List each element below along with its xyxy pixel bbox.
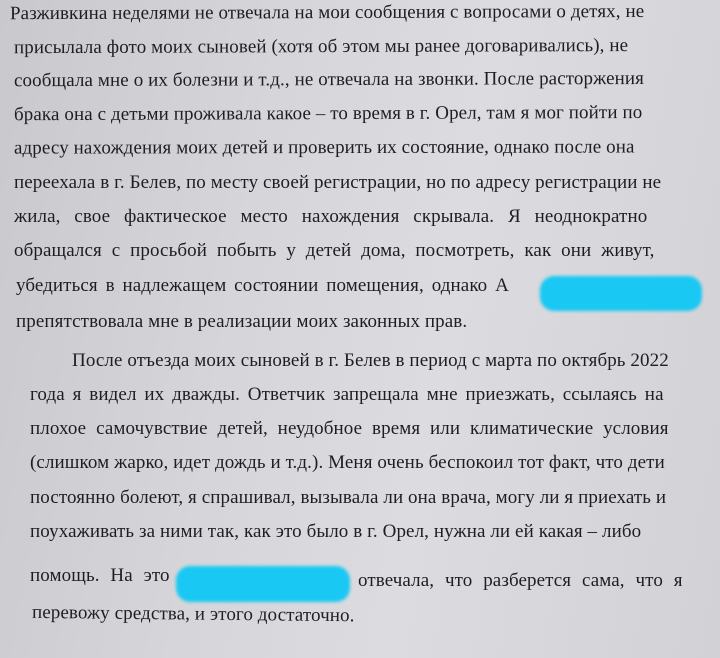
text-line — [32, 602, 432, 628]
text-line-content: плохое самочувствие детей, неудобное время или климатические условия — [30, 418, 669, 439]
text-line — [14, 206, 702, 228]
text-line — [30, 418, 714, 440]
text-line — [14, 136, 700, 159]
text-line — [10, 1, 698, 25]
text-line-content: отвечала, что разберется сама, что я — [358, 570, 683, 591]
text-line — [30, 384, 712, 406]
text-line-content: поухаживать за ними так, как это было в г. Орел, нужна ли ей какая – либо — [30, 521, 642, 542]
text-line-content: присылала фото моих сыновей (хотя об этом мы ранее договаривались), не — [13, 35, 629, 59]
text-line — [72, 350, 712, 372]
text-line — [358, 570, 710, 592]
text-line — [30, 452, 716, 474]
text-line — [16, 275, 576, 297]
text-line — [14, 68, 700, 92]
text-line-content: Разживкина неделями не отвечала на мои сообщения с вопросами о детях, не — [9, 0, 645, 25]
text-line-content: перевожу средства, и этого достаточно. — [31, 601, 355, 627]
text-line-content: брака она с детьми проживала какое – то время в г. Орел, там я мог пойти по — [13, 102, 643, 126]
text-line-content: переехала в г. Белев, по месту своей регистрации, но по адресу регистрации не — [14, 172, 662, 193]
text-line-content: помощь. На это — [30, 565, 170, 586]
text-line — [14, 240, 704, 262]
text-line-content: убедиться в надлежащем состоянии помещения, однако А — [16, 275, 509, 296]
redaction-mark — [540, 276, 702, 311]
text-line-content: (слишком жарко, идет дождь и т.д.). Меня очень беспокоил тот факт, что дети — [30, 452, 665, 473]
text-line-content: адресу нахождения моих детей и проверить их состояние, однако после она — [13, 136, 635, 159]
redaction-mark — [176, 566, 350, 602]
text-line — [30, 521, 716, 543]
text-line-content: жила, свое фактическое место нахождения скрывала. Я неоднократно — [14, 206, 648, 227]
text-line — [30, 565, 170, 587]
text-line — [14, 35, 700, 59]
text-line — [16, 311, 536, 333]
text-line-content: обращался с просьбой побыть у детей дома, посмотреть, как они живут, — [14, 240, 655, 261]
text-line-content: сообщала мне о их болезни и т.д., не отвечала на звонки. После расторжения — [13, 67, 645, 92]
text-line-content: постоянно болеют, я спрашивал, вызывала ли она врача, могу ли я приехать и — [30, 487, 667, 508]
text-line — [14, 102, 700, 126]
text-line — [30, 487, 716, 509]
text-line-content: года я видел их дважды. Ответчик запрещала мне приезжать, ссылаясь на — [30, 384, 664, 405]
text-line-content: препятствовала мне в реализации моих законных прав. — [16, 311, 468, 332]
text-line — [14, 172, 702, 194]
text-line-content: После отъезда моих сыновей в г. Белев в период с марта по октябрь 2022 — [72, 350, 669, 371]
